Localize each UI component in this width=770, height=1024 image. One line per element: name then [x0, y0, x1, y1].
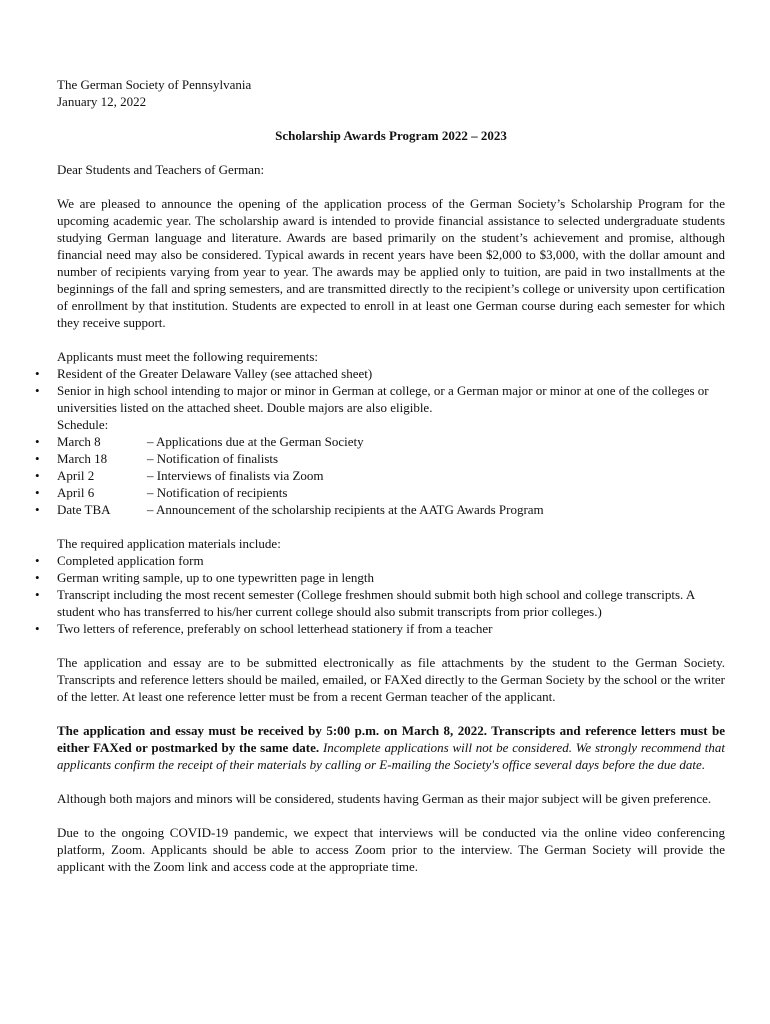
- materials-list: [57, 552, 725, 637]
- schedule-date: • April 6: [57, 485, 95, 500]
- schedule-item: [57, 467, 725, 484]
- list-item: • Senior in high school intending to major or minor in German at college, or a German major or minor at one of the colleges or universities listed on the attached sheet. Double majors are also eligible.: [57, 382, 725, 416]
- covid-paragraph: Due to the ongoing COVID-19 pandemic, we expect that interviews will be conducted via the online video conferencing platform, Zoom. Applicants should be able to access Zoom prior to the interview. The German Society will provide the applicant with the Zoom link and access code at the appropriate time.: [57, 825, 725, 874]
- preference-paragraph: Although both majors and minors will be considered, students having German as their major subject will be given preference.: [57, 791, 712, 806]
- list-item: • Transcript including the most recent semester (College freshmen should submit both high school and college transcripts. A student who has transferred to his/her current college should also submit transcripts from prior colleges.): [57, 586, 725, 620]
- page-title: Scholarship Awards Program 2022 – 2023: [275, 128, 507, 143]
- schedule-item: [57, 433, 725, 450]
- schedule-desc: – Interviews of finalists via Zoom: [147, 468, 324, 483]
- schedule-desc: – Notification of recipients: [147, 485, 288, 500]
- schedule-date: • April 2: [57, 468, 95, 483]
- materials-heading: The required application materials include:: [57, 536, 281, 551]
- schedule-item: [57, 450, 725, 467]
- letter-page: [57, 76, 725, 875]
- schedule-desc: – Applications due at the German Society: [147, 434, 364, 449]
- schedule-heading: Schedule:: [57, 417, 109, 432]
- letter-date: January 12, 2022: [57, 94, 147, 109]
- schedule-desc: – Notification of finalists: [147, 451, 279, 466]
- schedule-date: • March 8: [57, 434, 101, 449]
- deadline-italic-text: Incomplete applications will not be considered. We strongly recommend that applicants confirm the receipt of their materials by calling or E-mailing the Society's office several days before the due date.: [57, 740, 725, 772]
- list-item: • Two letters of reference, preferably on school letterhead stationery if from a teacher: [57, 620, 725, 637]
- schedule-date: • March 18: [57, 451, 108, 466]
- list-item: • German writing sample, up to one typewritten page in length: [57, 569, 725, 586]
- submission-paragraph: The application and essay are to be submitted electronically as file attachments by the student to the German Society. Transcripts and reference letters should be mailed, emailed, or FAXed directly to the German Society by the school or the writer of the letter. At least one reference letter must be from a recent German teacher of the applicant.: [57, 655, 725, 704]
- schedule-desc: – Announcement of the scholarship recipients at the AATG Awards Program: [147, 502, 544, 517]
- schedule-item: [57, 501, 725, 518]
- intro-paragraph: We are pleased to announce the opening of the application process of the German Society’s Scholarship Program for the upcoming academic year. The scholarship award is intended to provide financial assistance to selected undergraduate students studying German language and literature. Awards are based primarily on the student’s achievement and promise, although financial need may also be considered. Typical awards in recent years have been $2,000 to $3,000, with the dollar amount and number of recipients varying from year to year. The awards may be applied only to tuition, are paid in two installments at the beginnings of the fall and spring semesters, and are transmitted directly to the recipient’s college or university upon certification of enrollment by that institution. Students are expected to enroll in at least one German course during each semester for which they receive support.: [57, 196, 725, 330]
- list-item: • Resident of the Greater Delaware Valley (see attached sheet): [57, 365, 725, 382]
- organization-name: The German Society of Pennsylvania: [57, 77, 252, 92]
- list-item: • Completed application form: [57, 552, 725, 569]
- salutation: Dear Students and Teachers of German:: [57, 162, 265, 177]
- schedule-item: [57, 484, 725, 501]
- deadline-bold-text: The application and essay must be received by 5:00 p.m. on March 8, 2022. Transcripts and reference letters must be either FAXed or postmarked by the same date.: [57, 723, 725, 755]
- requirements-list: [57, 365, 725, 416]
- deadline-paragraph: [57, 722, 725, 773]
- requirements-heading: Applicants must meet the following requirements:: [57, 349, 319, 364]
- schedule-date: • Date TBA: [57, 502, 111, 517]
- schedule-list: [57, 433, 725, 518]
